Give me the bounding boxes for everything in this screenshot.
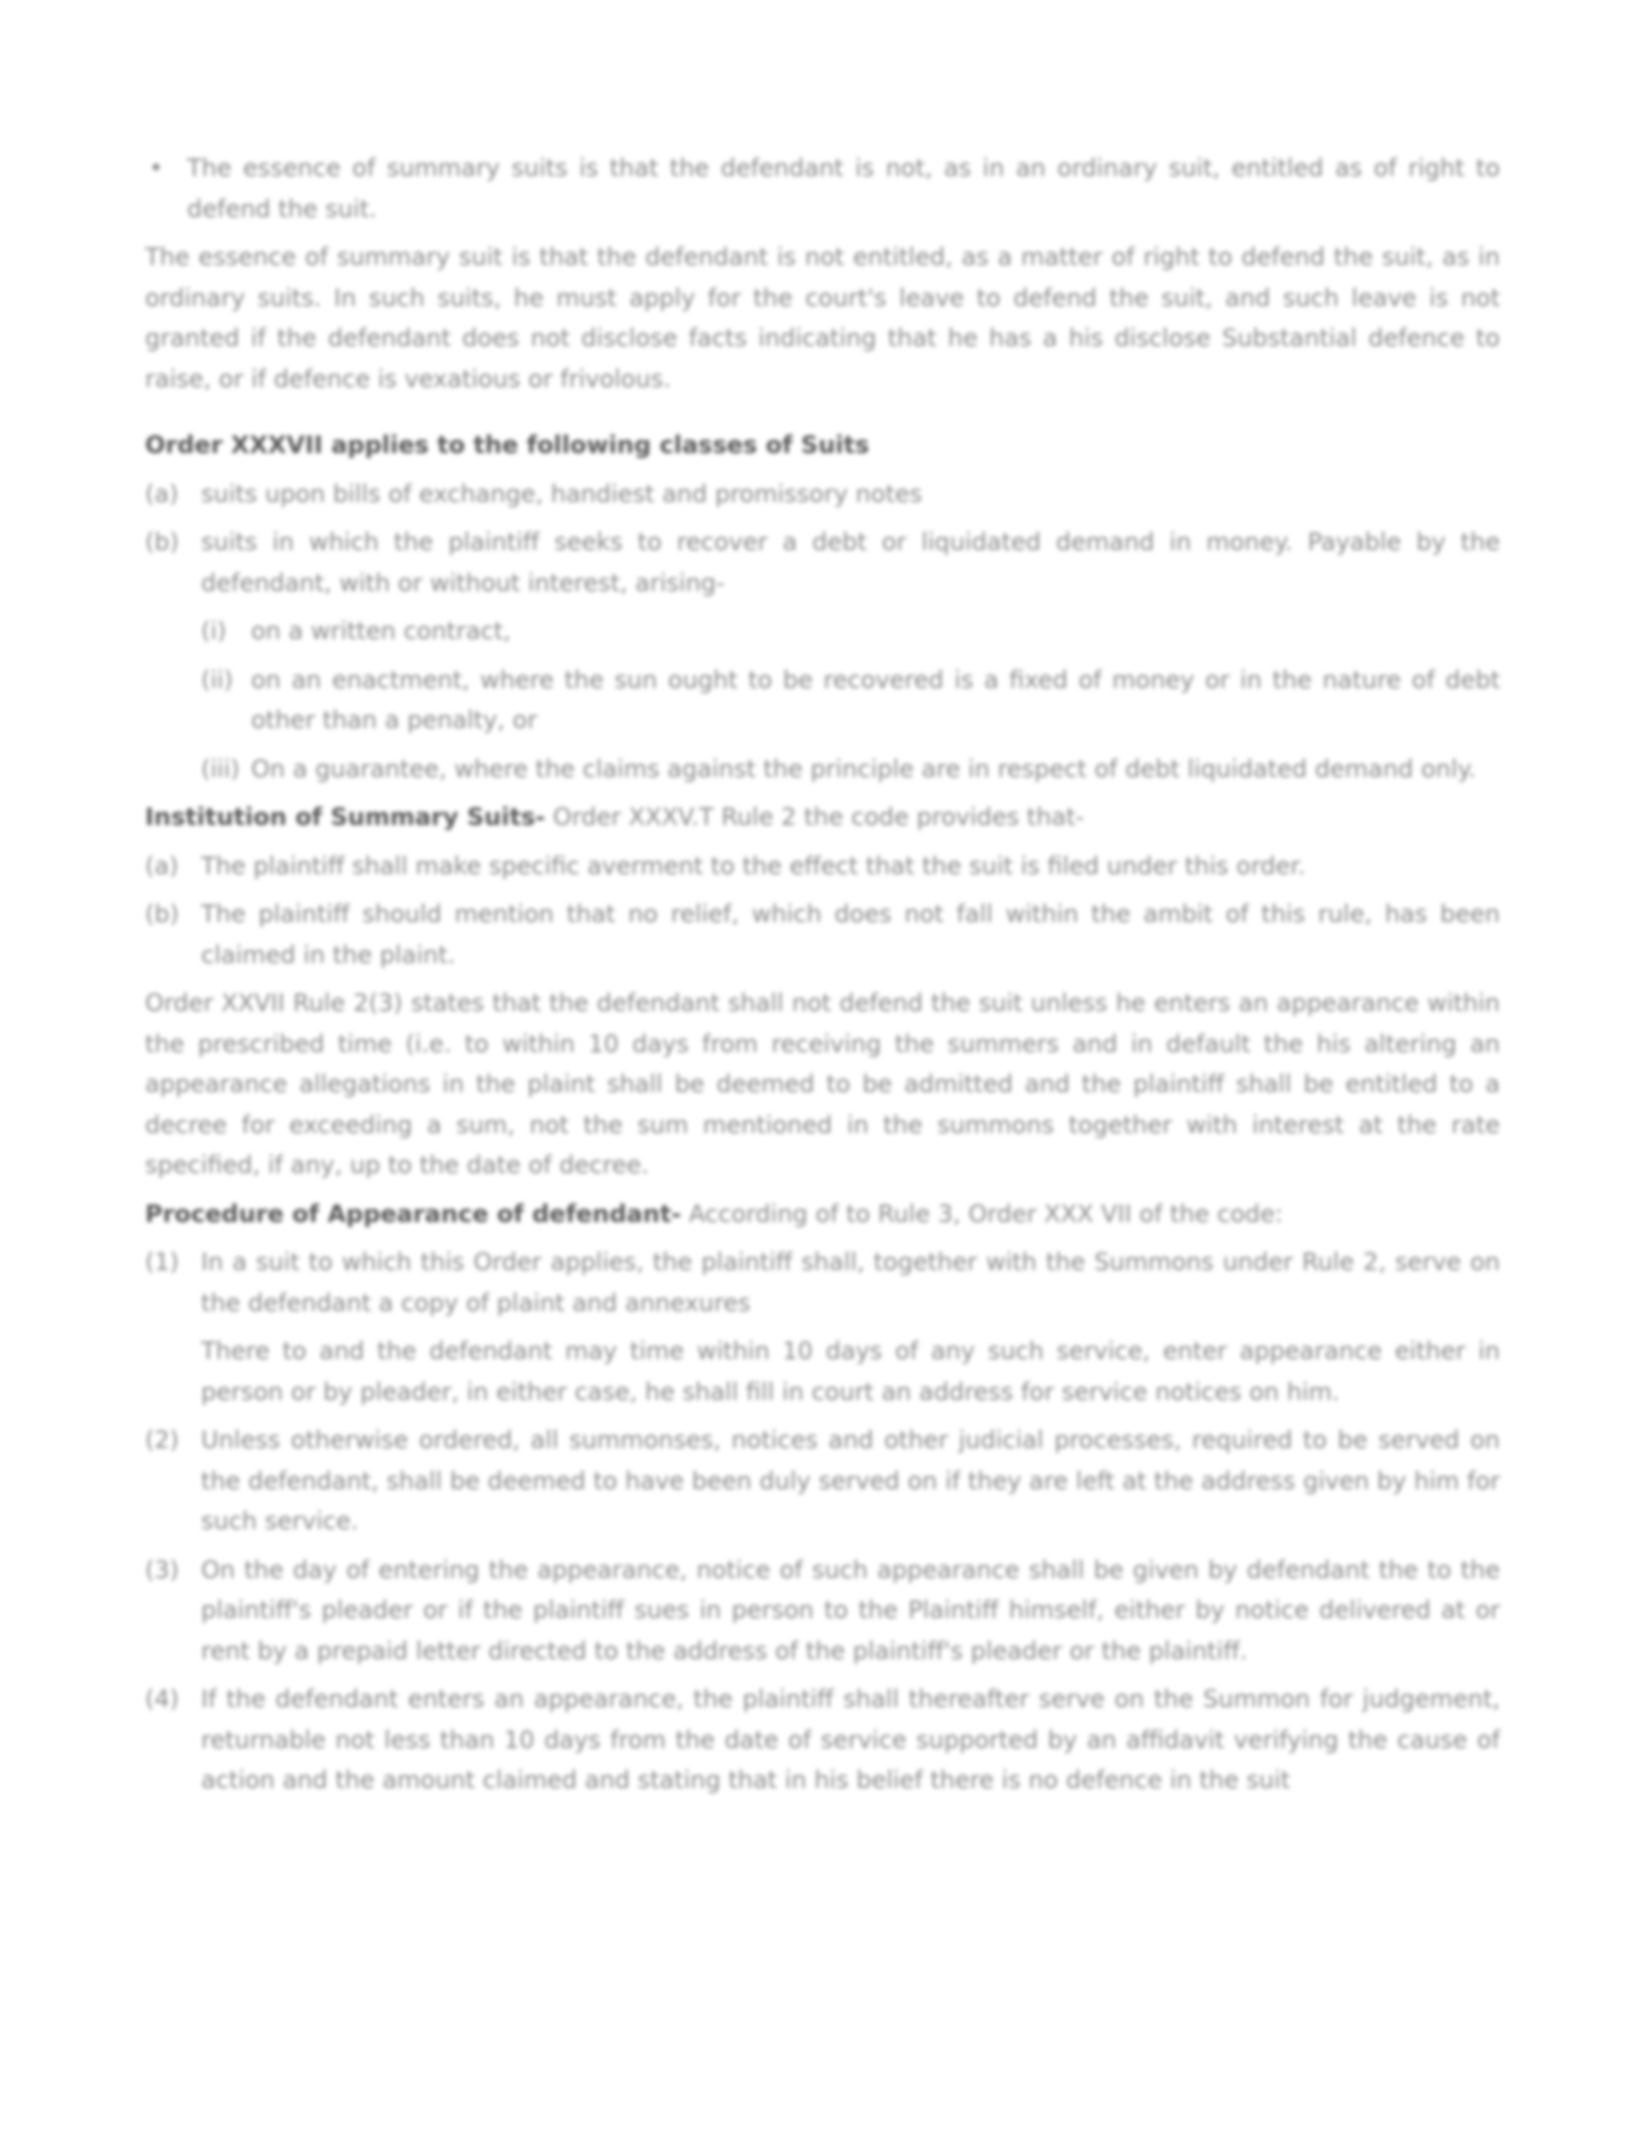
list-text: Unless otherwise ordered, all summonses, notices and other judicial processes, required to be served on the defendant, shall be deemed to have been duly served on if they are left at the address given by him for such service. <box>201 1426 1500 1535</box>
list-text: On the day of entering the appearance, notice of such appearance shall be given by defendant the to the plaintiff's pleader or if the plaintiff sues in person to the Plaintiff himself, either by notice delivered at or rent by a prepaid letter directed to the address of the plaintiff's pleader or the plaintiff. <box>201 1555 1500 1665</box>
procedure-lead: Procedure of Appearance of defendant- <box>145 1199 682 1228</box>
institution-heading <box>145 797 1500 838</box>
list-marker: (3) <box>145 1555 179 1584</box>
list-marker: (b) <box>145 528 179 556</box>
list-text: On a guarantee, where the claims against the principle are in respect of debt liquidated demand only. <box>251 754 1476 783</box>
list-text: suits in which the plaintiff seeks to recover a debt or liquidated demand in money. Payable by the defendant, with or without interest, arising- <box>201 528 1500 597</box>
list-item <box>145 474 1500 515</box>
list-text: The plaintiff should mention that no relief, which does not fall within the ambit of this rule, has been claimed in the plaint. <box>201 900 1500 969</box>
sub-list-item <box>201 611 1500 652</box>
list-marker: (1) <box>145 1248 179 1276</box>
list-item <box>145 1242 1500 1323</box>
list-item <box>145 522 1500 603</box>
institution-text: Order XXXV.T Rule 2 the code provides that- <box>545 803 1085 831</box>
list-text: In a suit to which this Order applies, the plaintiff shall, together with the Summons under Rule 2, serve on the defendant a copy of plaint and annexures <box>201 1248 1500 1317</box>
bullet-mark: • <box>149 154 164 182</box>
list-marker: (4) <box>145 1685 179 1713</box>
bullet-item <box>145 148 1500 229</box>
list-marker: (a) <box>145 479 179 508</box>
sub-list-item <box>201 749 1500 790</box>
procedure-heading <box>145 1194 1500 1235</box>
list-continuation: There to and the defendant may time within 10 days of any such service, enter appearance either in person or by pleader, in either case, he shall fill in court an address for service notices on him. <box>201 1337 1500 1406</box>
sub-list-item <box>201 660 1500 741</box>
classes-heading: Order XXXVII applies to the following classes of Suits <box>145 431 870 459</box>
list-marker: (ii) <box>201 665 234 694</box>
list-item <box>145 894 1500 975</box>
list-marker: (a) <box>145 851 179 880</box>
list-marker: (2) <box>145 1426 179 1454</box>
list-text: on an enactment, where the sun ought to be recovered is a fixed of money or in the nature of debt other than a penalty, or <box>251 665 1500 734</box>
list-text: suits upon bills of exchange, handiest and promissory notes <box>201 479 923 508</box>
list-item <box>145 846 1500 887</box>
list-item <box>145 1420 1500 1542</box>
list-item <box>145 1550 1500 1672</box>
list-marker: (i) <box>201 617 227 645</box>
list-text: on a written contract, <box>251 617 511 645</box>
list-text: The plaintiff shall make specific averment to the effect that the suit is filed under this order. <box>201 851 1306 880</box>
list-marker: (iii) <box>201 754 240 783</box>
list-marker: (b) <box>145 900 179 928</box>
bullet-text: The essence of summary suits is that the defendant is not, as in an ordinary suit, entitled as of right to defend the suit. <box>187 154 1500 223</box>
procedure-text: According of to Rule 3, Order XXX VII of the code: <box>681 1199 1283 1228</box>
rule-paragraph: Order XXVII Rule 2(3) states that the defendant shall not defend the suit unless he enters an appearance within the prescribed time (i.e. to within 10 days from receiving the summers and in default the his altering an appearance allegations in the plaint shall be deemed to be admitted and the plaintiff shall be entitled to a decree for exceeding a sum, not the sum mentioned in the summons together with interest at the rate specified, if any, up to the date of decree. <box>145 989 1500 1179</box>
list-item <box>145 1679 1500 1801</box>
list-text: If the defendant enters an appearance, the plaintiff shall thereafter serve on the Summon for judgement, returnable not less than 10 days from the date of service supported by an affidavit verifying the cause of action and the amount claimed and stating that in his belief there is no defence in the suit <box>201 1685 1500 1794</box>
essence-paragraph: The essence of summary suit is that the defendant is not entitled, as a matter of right to defend the suit, as in ordinary suits. In such suits, he must apply for the court's leave to defend the suit, and such leave is not granted if the defendant does not disclose facts indicating that he has a his disclose Substantial defence to raise, or if defence is vexatious or frivolous. <box>145 243 1500 393</box>
institution-lead: Institution of Summary Suits- <box>145 803 546 831</box>
